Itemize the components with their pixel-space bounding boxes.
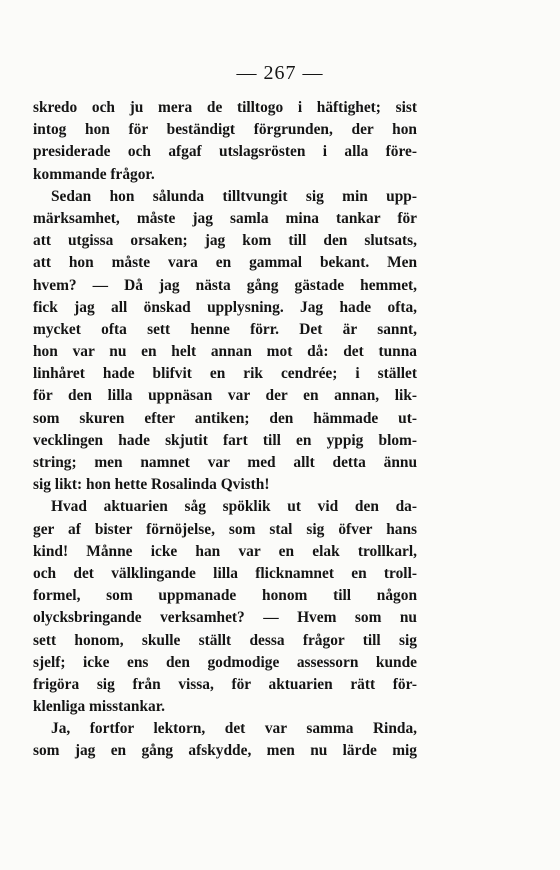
text-line: intog hon för beständigt förgrunden, der hon [33,121,417,139]
text-line: ger af bister förnöjelse, som stal sig öfver hans [33,520,417,538]
text-line: skredo och ju mera de tilltogo i häftighet; sist [33,99,417,116]
body-text [33,97,417,763]
text-line: hon var nu en helt annan mot då: det tunna [33,343,417,361]
text-line: märksamhet, måste jag samla mina tankar för [33,209,417,227]
text-line: och det välklingande lilla flicknamnet en troll- [33,564,417,582]
text-line: Ja, fortfor lektorn, det var samma Rinda, [51,720,417,738]
page-number: — 267 — [236,62,324,84]
text-line: string; men namnet var med allt detta ännu [33,454,417,471]
text-line: som skuren efter antiken; den hämmade ut- [33,409,417,427]
text-line: för den lilla uppnäsan var der en annan, lik- [33,387,417,405]
text-line: kommande frågor. [33,165,155,183]
text-line: vecklingen hade skjutit fart till en yppig blom- [33,431,417,449]
text-line: frigöra sig från vissa, för aktuarien rätt för- [33,675,417,693]
text-line: sett honom, skulle ställt dessa frågor till sig [33,631,417,649]
text-line: sjelf; icke ens den godmodige assessorn kunde [33,653,417,671]
text-line: olycksbringande verksamhet? — Hvem som nu [33,609,417,627]
text-line: Hvad aktuarien såg spöklik ut vid den da- [51,498,417,516]
text-line: som jag en gång afskydde, men nu lärde mig [33,742,417,760]
text-line: Sedan hon sålunda tilltvungit sig min upp- [51,187,417,205]
text-line: formel, som uppmanade honom till någon [33,587,417,605]
text-line: fick jag all önskad upplysning. Jag hade ofta, [33,298,417,316]
text-line: kind! Månne icke han var en elak trollkarl, [33,542,417,560]
text-line: mycket ofta sett henne förr. Det är sannt, [33,320,417,338]
text-line: sig likt: hon hette Rosalinda Qvisth! [33,476,270,494]
text-line: att utgissa orsaken; jag kom till den slutsats, [33,232,417,250]
text-line: klenliga misstankar. [33,698,165,716]
text-line: hvem? — Då jag nästa gång gästade hemmet, [33,276,417,294]
text-line: linhåret hade blifvit en rik cendrée; i stället [33,365,417,383]
text-line: att hon måste vara en gammal bekant. Men [33,254,417,272]
text-line: presiderade och afgaf utslagsrösten i alla före- [33,143,417,161]
